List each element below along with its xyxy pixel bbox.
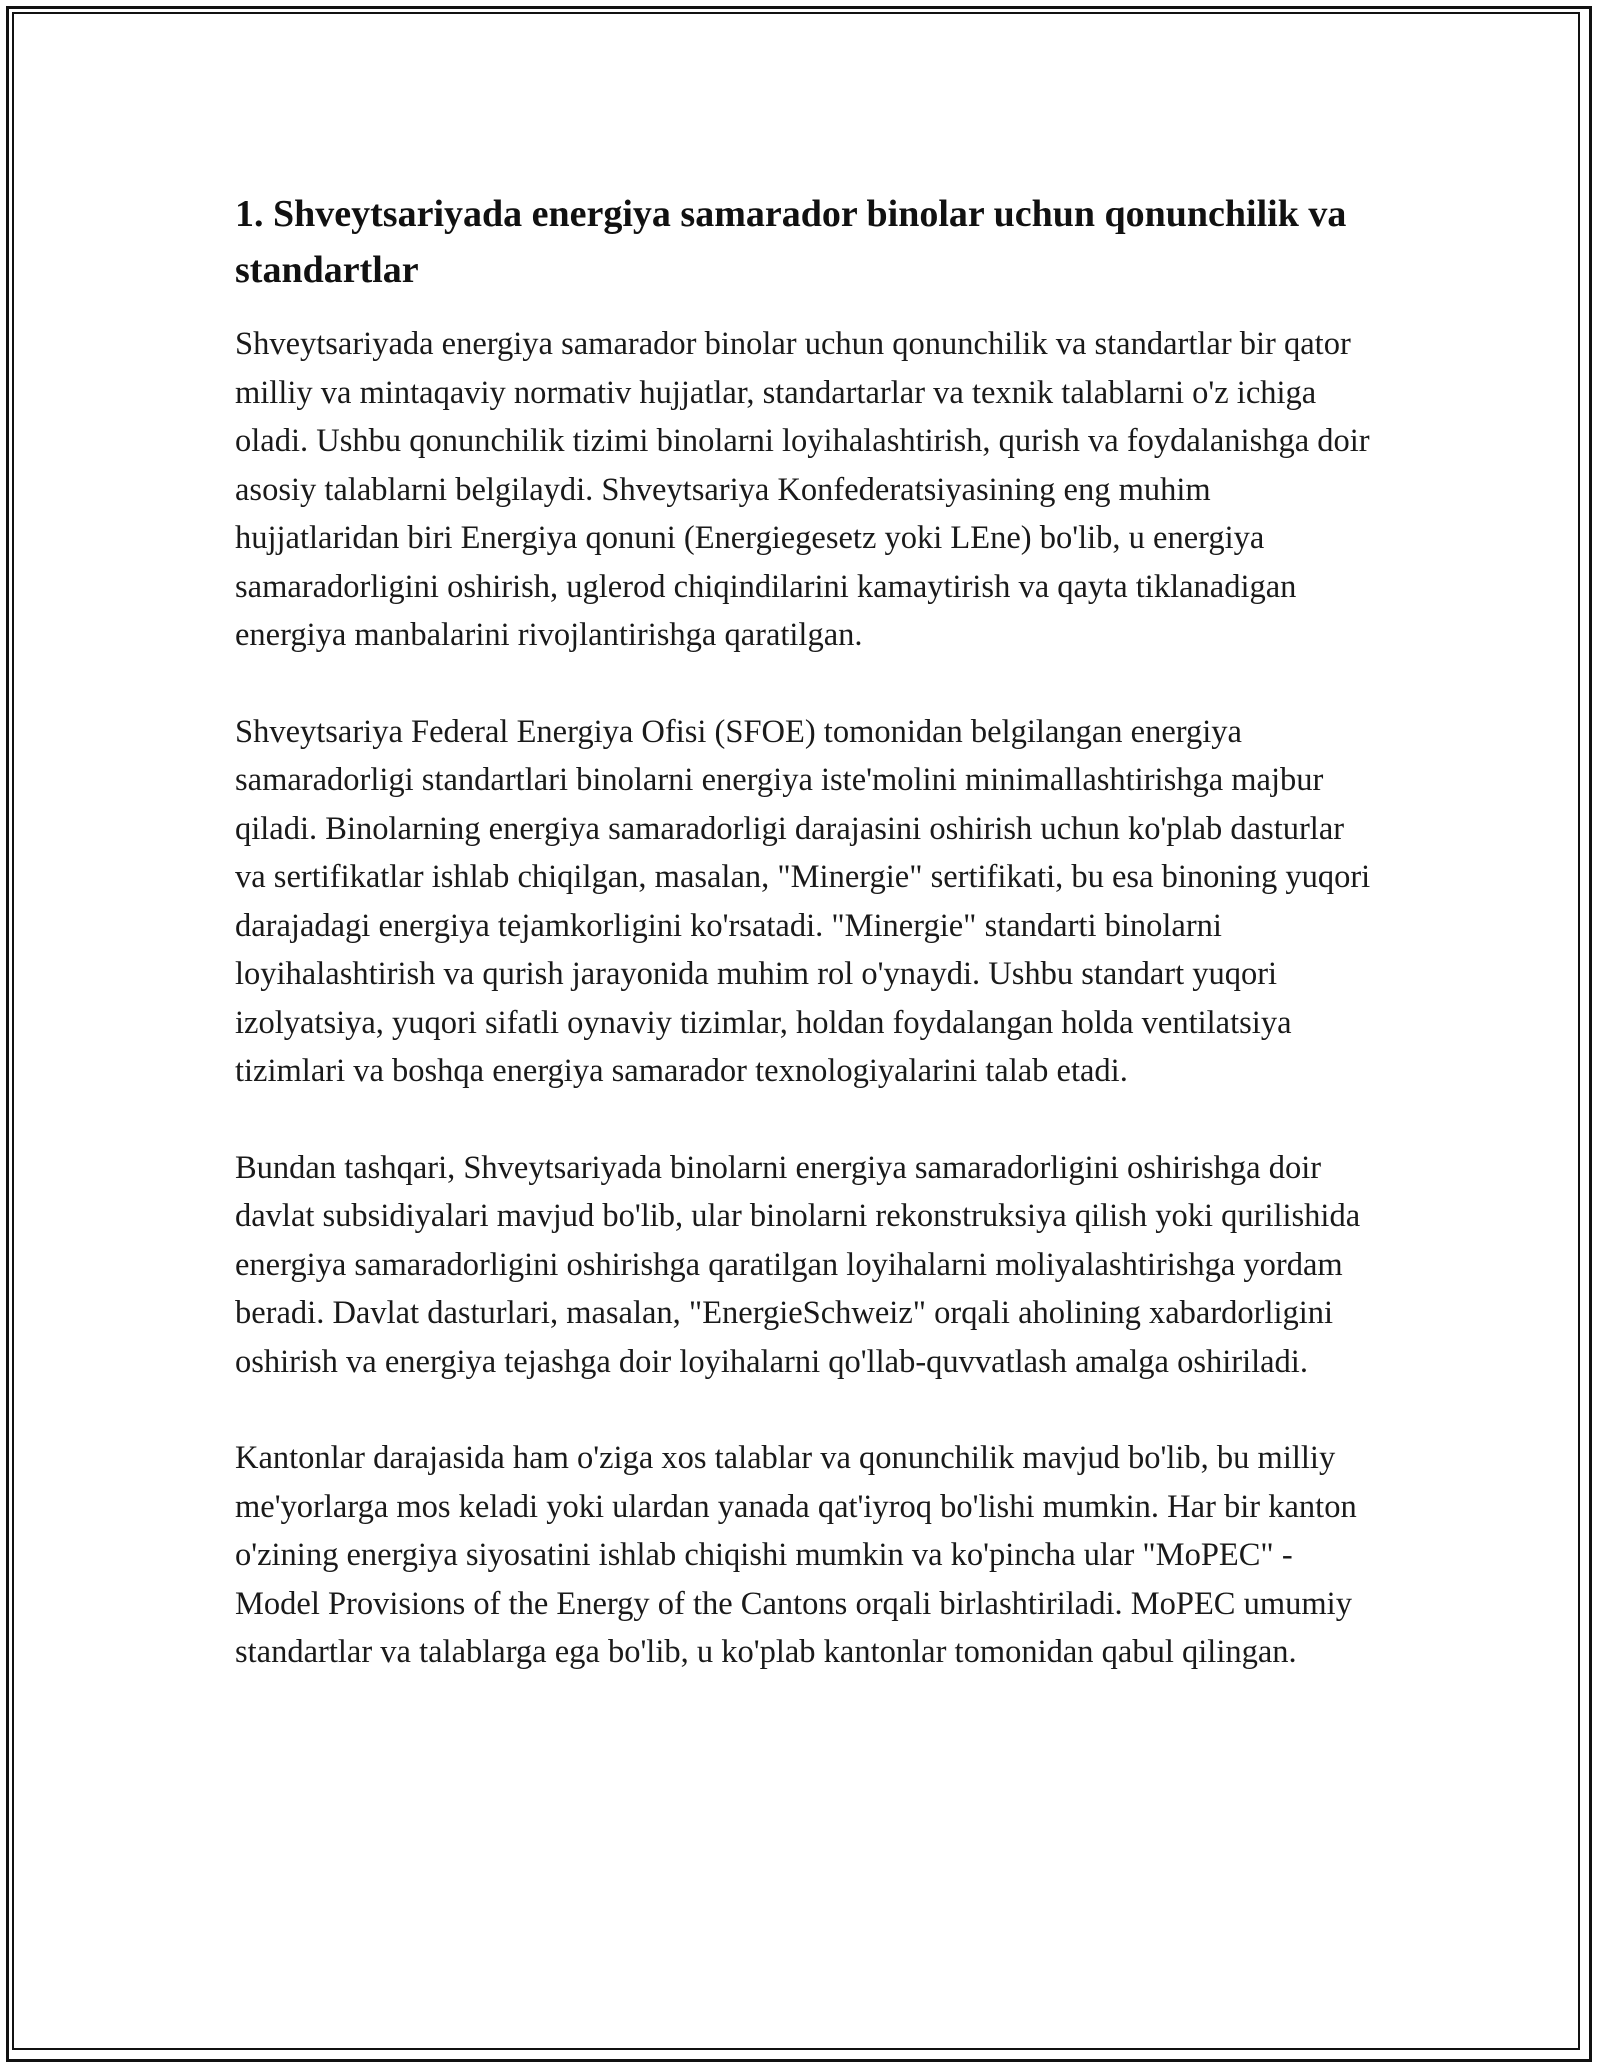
document-body [235, 186, 1375, 1725]
section-heading: 1. Shveytsariyada energiya samarador binolar uchun qonunchilik va standartlar [235, 193, 1347, 291]
paragraph-2: Shveytsariya Federal Energiya Ofisi (SFOE) tomonidan belgilangan energiya samaradorligi standartlari binolarni energiya iste'molini minimallashtirishga majbur qiladi. Binolarning energiya samaradorligi darajasini oshirish uchun ko'plab dasturlar va sertifikatlar ishlab chiqilgan, masalan, "Minergie" sertifikati, bu esa binoning yuqori darajadagi energiya tejamkorligini ko'rsatadi. "Minergie" standarti binolarni loyihalashtirish va qurish jarayonida muhim rol o'ynaydi. Ushbu standart yuqori izolyatsiya, yuqori sifatli oynaviy tizimlar, holdan foydalangan holda ventilatsiya tizimlari va boshqa energiya samarador texnologiyalarini talab etadi. [235, 713, 1371, 1089]
paragraph-1: Shveytsariyada energiya samarador binolar uchun qonunchilik va standartlar bir qator milliy va mintaqaviy normativ hujjatlar, standartarlar va texnik talablarni o'z ichiga oladi. Ushbu qonunchilik tizimi binolarni loyihalashtirish, qurish va foydalanishga doir asosiy talablarni belgilaydi. Shveytsariya Konfederatsiyasining eng muhim hujjatlaridan biri Energiya qonuni (Energiegesetz yoki LEne) bo'lib, u energiya samaradorligini oshirish, uglerod chiqindilarini kamaytirish va qayta tiklanadigan energiya manbalarini rivojlantirishga qaratilgan. [235, 326, 1370, 653]
paragraph-4: Kantonlar darajasida ham o'ziga xos talablar va qonunchilik mavjud bo'lib, bu milliy me'yorlarga mos keladi yoki ulardan yanada qat'iyroq bo'lishi mumkin. Har bir kanton o'zining energiya siyosatini ishlab chiqishi mumkin va ko'pincha ular "MoPEC" - Model Provisions of the Energy of the Cantons orqali birlashtiriladi. MoPEC umumiy standartlar va talablarga ega bo'lib, u ko'plab kantonlar tomonidan qabul qilingan. [235, 1440, 1357, 1670]
paragraph-3: Bundan tashqari, Shveytsariyada binolarni energiya samaradorligini oshirishga doir davlat subsidiyalari mavjud bo'lib, ular binolarni rekonstruksiya qilish yoki qurilishida energiya samaradorligini oshirishga qaratilgan loyihalarni moliyalashtirishga yordam beradi. Davlat dasturlari, masalan, "EnergieSchweiz" orqali aholining xabardorligini oshirish va energiya tejashga doir loyihalarni qo'llab-quvvatlash amalga oshiriladi. [235, 1149, 1361, 1380]
